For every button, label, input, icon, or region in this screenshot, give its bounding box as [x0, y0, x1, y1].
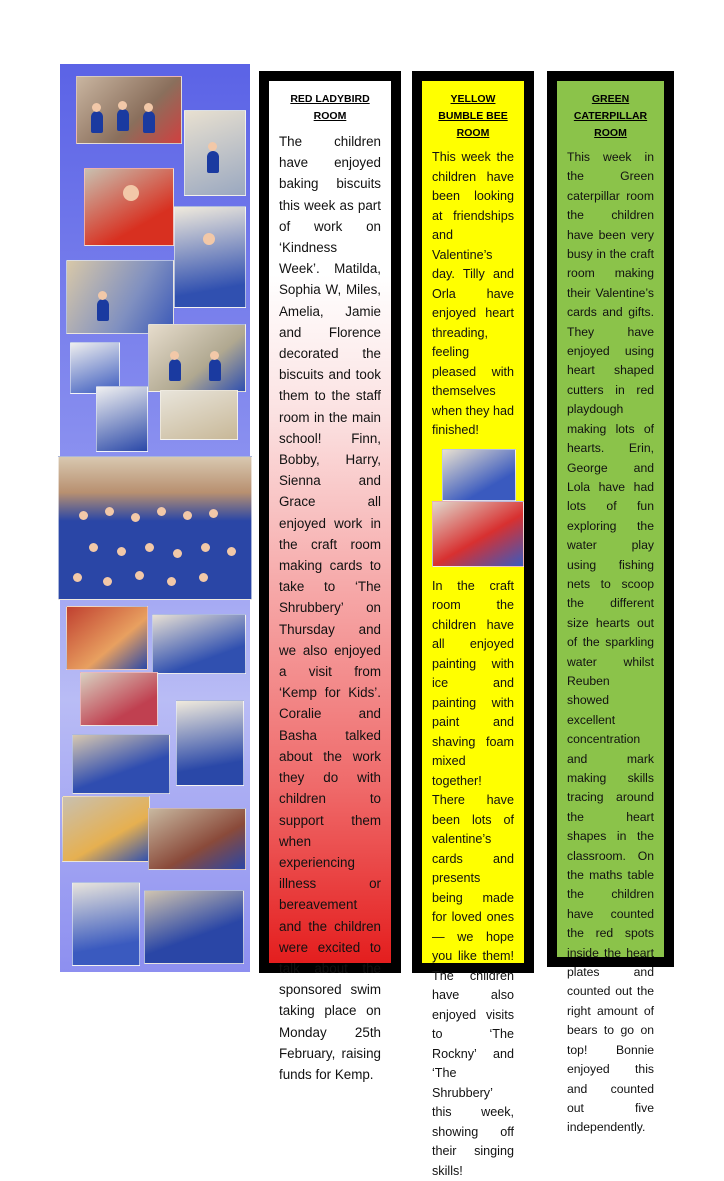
yellow-bumblebee-panel [412, 71, 534, 973]
photo-girl-red-apron [84, 168, 174, 246]
photo-boy-at-board [96, 386, 148, 452]
yellow-bumblebee-text-bottom: In the craft room the children have all enjoyed painting with ice and painting with paint and shaving foam mixed together! There have been lots of valentine’s cards and presents being made for loved ones — we hope you like them! The children have also enjoyed visits to ‘The Rockny’ and ‘The Shrubbery’ this week, showing off their singing skills! [432, 577, 514, 1181]
photo-girl-painting [442, 449, 516, 501]
red-ladybird-content [269, 81, 391, 963]
photo-collage [60, 64, 250, 972]
photo-letter-cards [160, 390, 238, 440]
photo-class-group [58, 456, 252, 600]
photo-boy-with-card [184, 110, 246, 196]
photo-child-playdough [80, 672, 158, 726]
photo-classroom-table [66, 260, 174, 334]
photo-craft-table [66, 606, 148, 670]
red-ladybird-text: The children have enjoyed baking biscuits this week as part of work on ‘Kindness Week’. Matilda, Sophia W, Miles, Amelia, Jamie and Florence decorated the biscuits and took them to the staff room in the main school! Finn, Bobby, Harry, Sienna and Grace all enjoyed work in the craft room making cards to take to ‘The Shrubbery’ on Thursday and we also enjoyed a visit from ‘Kemp for Kids’. Coralie and Basha talked about the work they do with children to support them when experiencing illness or bereavement and the children were excited to talk about the sponsored swim taking place on Monday 25th February, raising funds for Kemp. [279, 131, 381, 1085]
photo-children-with-biscuits [76, 76, 182, 144]
red-ladybird-title: RED LADYBIRD ROOM [279, 91, 381, 125]
photo-group-with-teacher [144, 890, 244, 964]
photo-children-red-aprons [432, 501, 524, 567]
yellow-bumblebee-content [422, 81, 524, 963]
green-caterpillar-text: This week in the Green caterpillar room the children have been very busy in the craft room making their Valentine’s cards and gifts. They have enjoyed using heart shaped cutters in red playdough making lots of hearts. Erin, George and Lola have had lots of fun exploring the water play using fishing nets to scoop the different size hearts out of the sparkling water whilst Reuben showed excellent concentration and mark making skills tracing around the heart shapes in the classroom. On the maths table the children have counted the red spots inside the heart plates and counted out the right amount of bears to go on top! Bonnie enjoyed this and counted out five independently. [567, 148, 654, 1138]
photo-children-standing [152, 614, 246, 674]
yellow-bumblebee-photos [432, 449, 514, 567]
red-ladybird-panel [259, 71, 401, 973]
yellow-bumblebee-title: YELLOW BUMBLE BEE ROOM [432, 91, 514, 142]
photo-water-play [62, 796, 150, 862]
green-caterpillar-panel [547, 71, 674, 967]
photo-child-with-plate [72, 882, 140, 966]
photo-group-table [148, 808, 246, 870]
photo-boys-painting [148, 324, 246, 392]
yellow-bumblebee-text-top: This week the children have been looking at friendships and Valentine’s day. Tilly and Orla have enjoyed heart threading, feeling pleased with themselves when they had finished! [432, 148, 514, 441]
green-caterpillar-title: GREEN CATERPILLAR ROOM [567, 91, 654, 142]
green-caterpillar-content [557, 81, 664, 957]
photo-children-seated [72, 734, 170, 794]
photo-girl-with-plate [174, 206, 246, 308]
photo-boy-with-heart [176, 700, 244, 786]
